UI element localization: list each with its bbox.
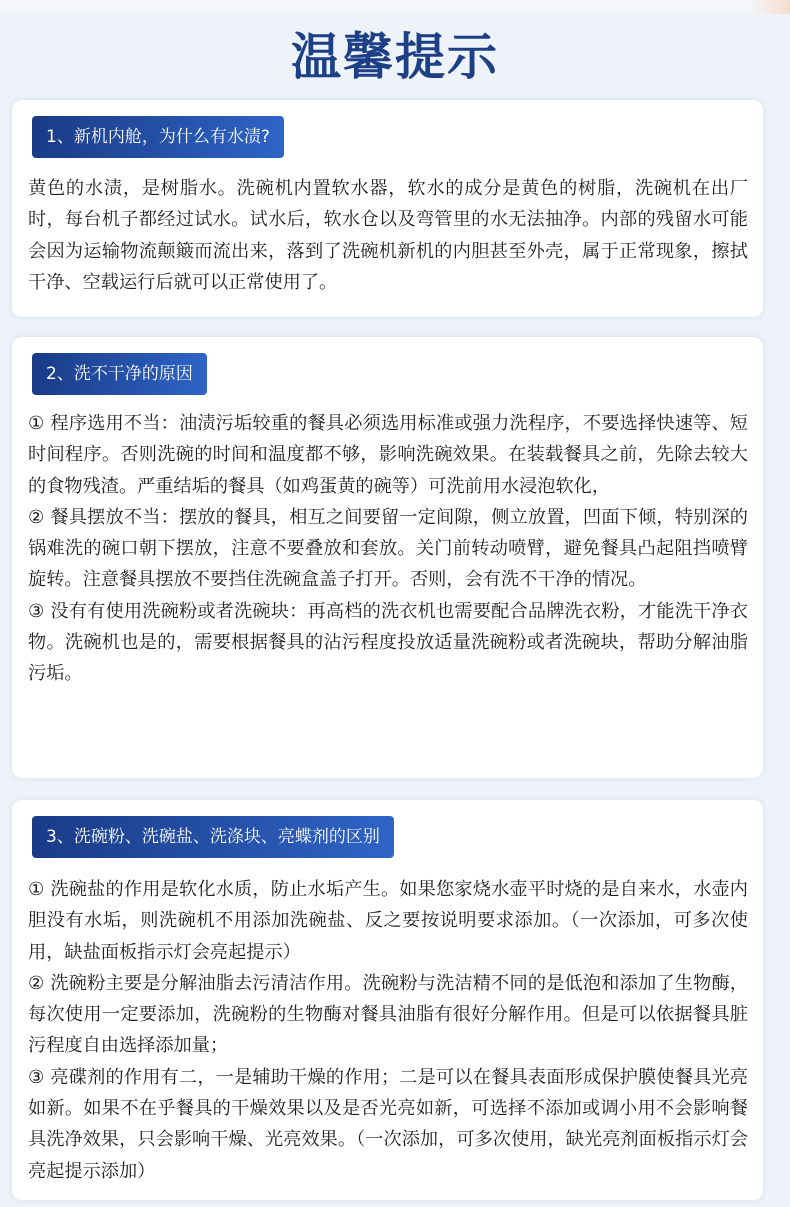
paragraph: ③ 没有有使用洗碗粉或者洗碗块：再高档的洗衣机也需要配合品牌洗衣粉，才能洗干净衣物。洗碗机也是的，需要根据餐具的沾污程度投放适量洗碗粉或者洗碗块，帮助分解油脂污垢。 (28, 600, 748, 685)
section-card-detergent-differences (12, 800, 763, 1200)
paragraph: ② 餐具摆放不当：摆放的餐具，相互之间要留一定间隙，侧立放置，凹面下倾，特别深的锅难洗的碗口朝下摆放，注意不要叠放和套放。关门前转动喷臂，避免餐具凸起阻挡喷臂旋转。注意餐具摆放不要挡住洗碗盒盖子打开。否则，会有洗不干净的情况。 (28, 506, 748, 591)
section-heading: 3、洗碗粉、洗碗盐、洗涤块、亮蝶剂的区别 (32, 816, 394, 858)
paragraph: ③ 亮碟剂的作用有二，一是辅助干燥的作用；二是可以在餐具表面形成保护膜使餐具光亮如新。如果不在乎餐具的干燥效果以及是否光亮如新，可选择不添加或调小用不会影响餐具洗净效果，只会影响干燥、光亮效果。（一次添加，可多次使用，缺光亮剂面板指示灯会亮起提示添加） (28, 1066, 748, 1182)
section-heading: 1、新机内舱，为什么有水渍? (32, 116, 284, 158)
paragraph: ① 洗碗盐的作用是软化水质，防止水垢产生。如果您家烧水壶平时烧的是自来水，水壶内胆没有水垢，则洗碗机不用添加洗碗盐、反之要按说明要求添加。（一次添加，可多次使用，缺盐面板指示灯会亮起提示） (28, 879, 748, 963)
section-body (28, 408, 748, 690)
paragraph: ① 程序选用不当：油渍污垢较重的餐具必须选用标准或强力洗程序，不要选择快速等、短时间程序。否则洗碗的时间和温度都不够，影响洗碗效果。在装载餐具之前，先除去较大的食物残渣。严重结垢的餐具（如鸡蛋黄的碗等）可洗前用水浸泡软化， (28, 413, 748, 497)
paragraph: 黄色的水渍，是树脂水。洗碗机内置软水器，软水的成分是黄色的树脂，洗碗机在出厂时，每台机子都经过试水。试水后，软水仓以及弯管里的水无法抽净。内部的残留水可能会因为运输物流颠簸而流出来，落到了洗碗机新机的内胆甚至外壳，属于正常现象，擦拭干净、空载运行后就可以正常使用了。 (28, 178, 748, 293)
page-title: 温馨提示 (291, 28, 499, 86)
section-body (28, 874, 748, 1187)
section-heading: 2、洗不干净的原因 (32, 353, 207, 395)
section-body (28, 173, 748, 298)
top-strip (0, 0, 790, 14)
paragraph: ② 洗碗粉主要是分解油脂去污清洁作用。洗碗粉与洗洁精不同的是低泡和添加了生物酶，每次使用一定要添加，洗碗粉的生物酶对餐具油脂有很好分解作用。但是可以依据餐具脏污程度自由选择添加量； (28, 972, 748, 1057)
section-card-not-clean-reasons (12, 337, 763, 778)
section-card-new-machine-water (12, 100, 763, 317)
corner-accent (750, 0, 790, 14)
